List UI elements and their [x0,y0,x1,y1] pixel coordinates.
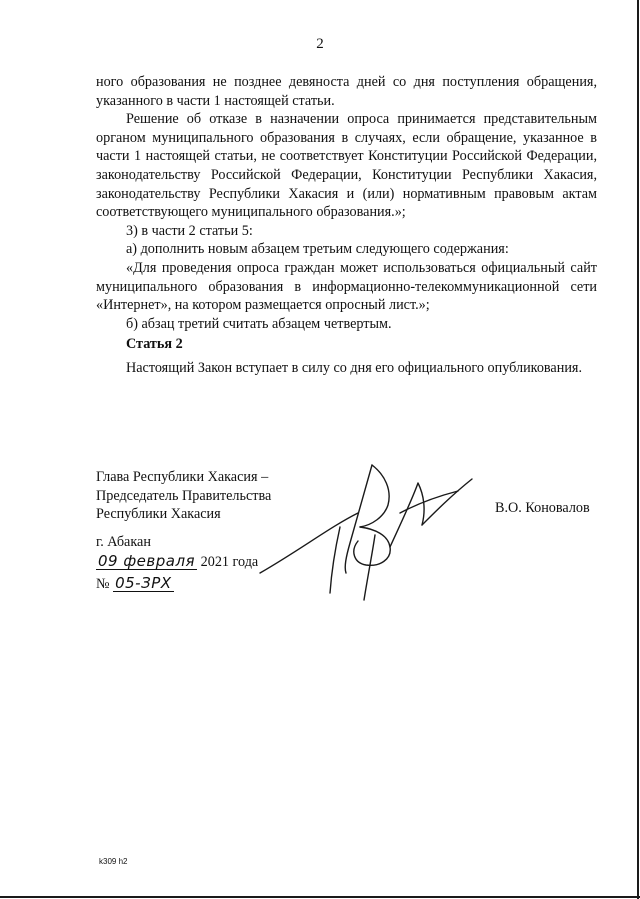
handwritten-signature [240,455,500,605]
scan-border-right [637,0,639,899]
signatory-title-line: Республики Хакасия [96,506,221,523]
main-text [96,73,597,333]
signatory-title-line: Глава Республики Хакасия – [96,469,269,485]
law-number [96,575,174,593]
paragraph-continuation: ного образования не позднее девяноста дней со дня поступления обращения, указанного в части 1 настоящей статьи. [96,74,597,109]
paragraph-item-a: а) дополнить новым абзацем третьим следующего содержания: [126,241,509,258]
article-text: Настоящий Закон вступает в силу со дня его официального опубликования. [126,360,582,376]
handwritten-number: 05-ЗРХ [115,574,172,592]
paragraph-refusal-decision: Решение об отказе в назначении опроса принимается представительным органом муниципального образования в случаях, если обращение, указанное в части 1 настоящей статьи, не соответствует Конституции Российской Федерации, законодательству Российской Федерации, Конституции Республики Хакасия, законодательству Республики Хакасия и (или) нормативным правовым актам соответствующего муниципального образования.»; [96,111,597,221]
article-heading: Статья 2 [126,336,183,352]
paragraph-quote: «Для проведения опроса граждан может использоваться официальный сайт муниципального образования в информационно-телекоммуникационной сети «Интернет», на котором размещается опросный лист.»; [96,259,597,314]
footer-code: k309 h2 [99,857,128,866]
handwritten-date: 09 февраля [98,552,196,570]
paragraph-item-3: 3) в части 2 статьи 5: [126,222,253,239]
scan-border-bottom [0,896,640,898]
signing-date [96,553,258,571]
paragraph-item-b: б) абзац третий считать абзацем четвертым. [126,315,392,332]
signatory-title-line: Председатель Правительства [96,487,272,504]
signer-name: В.О. Коновалов [495,500,590,516]
date-year: 2021 года [200,554,259,570]
number-sign: № [96,576,110,592]
place-of-signing: г. Абакан [96,534,151,550]
page-number: 2 [316,36,324,52]
